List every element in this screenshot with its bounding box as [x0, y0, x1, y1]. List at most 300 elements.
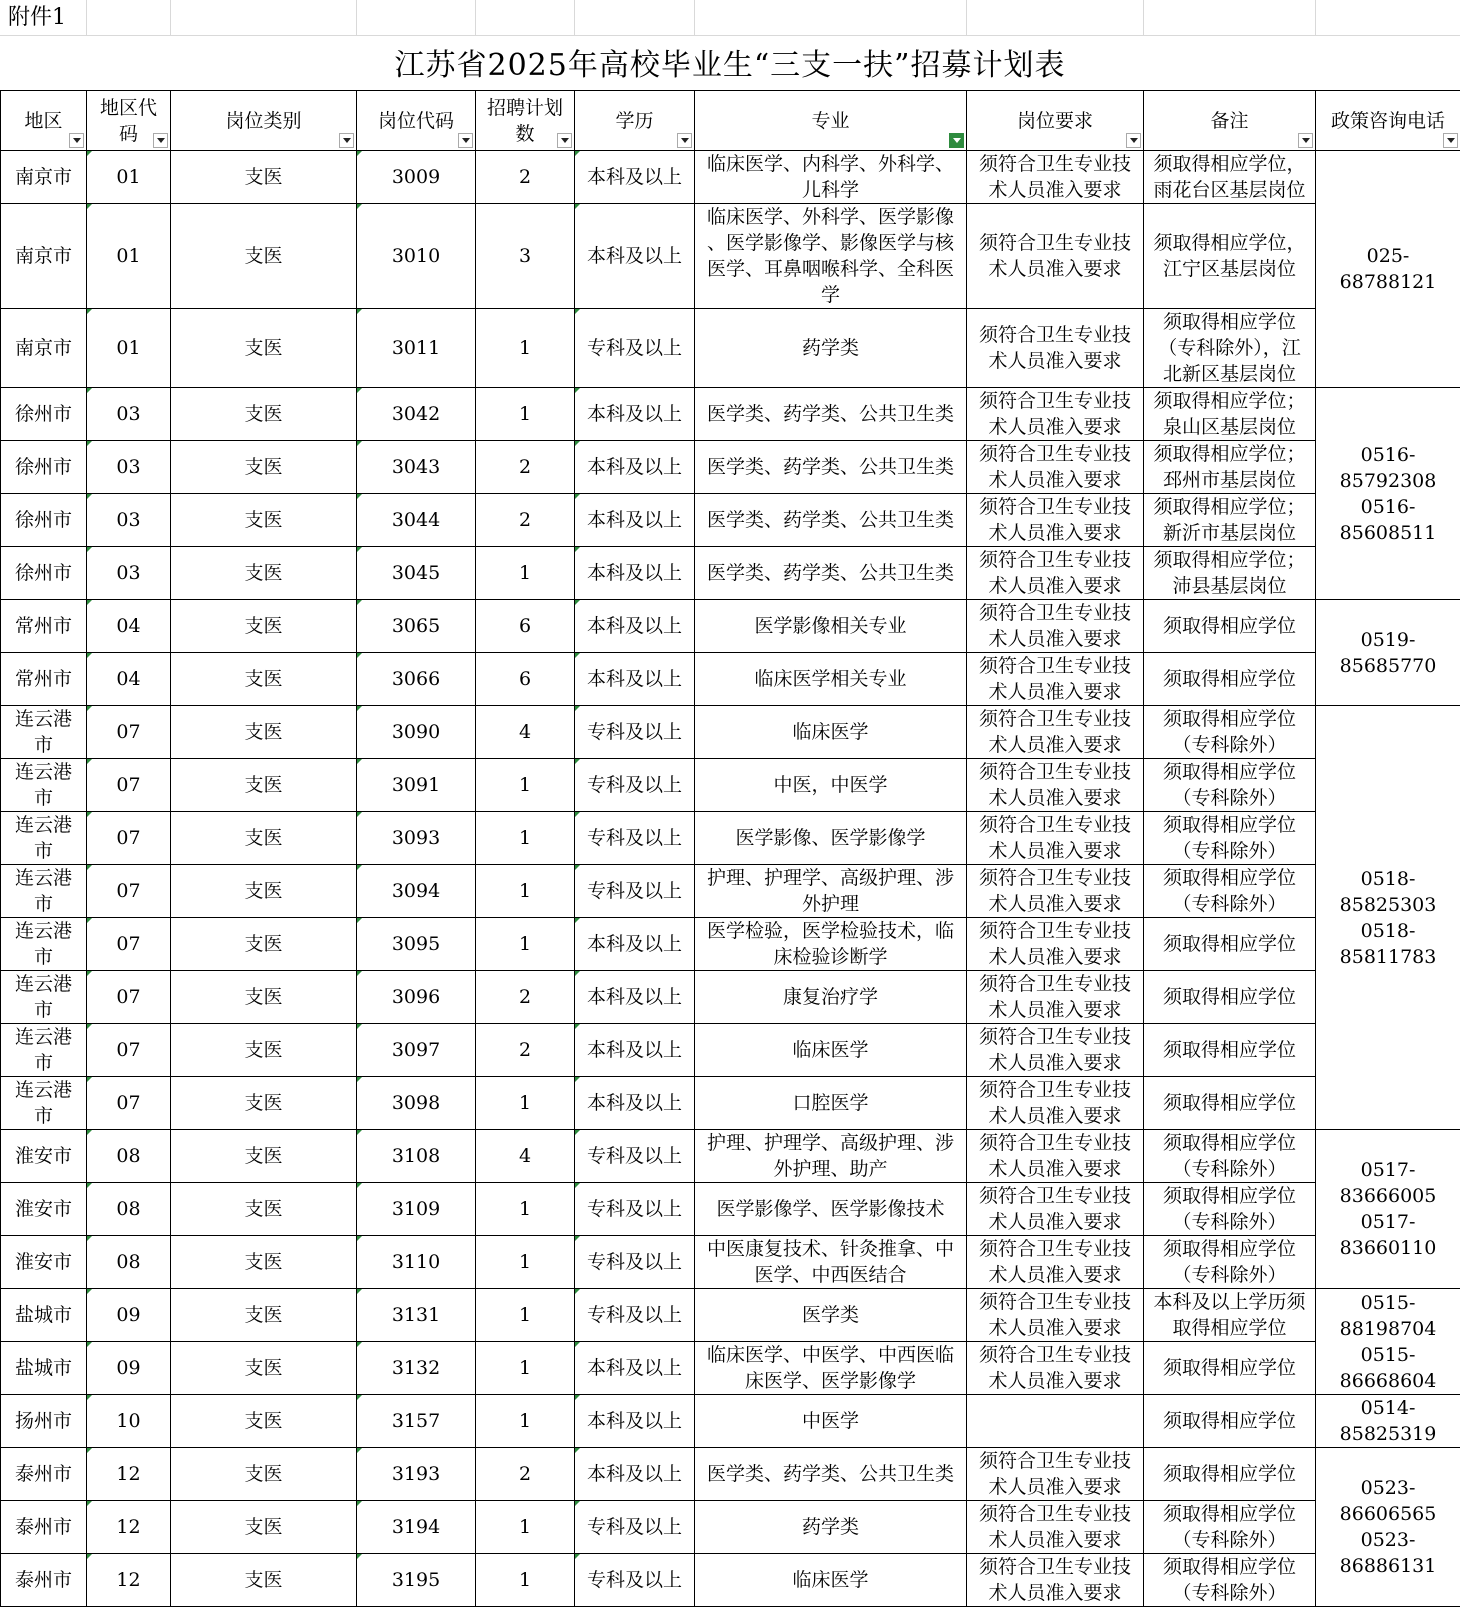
region-cell [1, 600, 87, 653]
major-cell [695, 1183, 967, 1236]
plan-count-cell [476, 494, 575, 547]
region-cell-line: 常州市 [5, 666, 82, 692]
cell-marker-icon [575, 706, 580, 711]
major-cell-line: 临床医学、内科学、外科学、 [699, 151, 962, 177]
requirement-cell-line: 须符合卫生专业技 [971, 1236, 1139, 1262]
region-cell-line: 连云港 [5, 1024, 82, 1050]
region-cell-line: 南京市 [5, 335, 82, 361]
region-cell [1, 309, 87, 388]
post-code-cell-line: 3109 [361, 1196, 471, 1222]
region-cell [1, 1501, 87, 1554]
phone-line: 0515-86668604 [1320, 1342, 1456, 1394]
post-code-cell [357, 600, 476, 653]
note-cell [1144, 600, 1316, 653]
region-cell [1, 1289, 87, 1342]
table-row [1, 971, 1460, 1024]
region-cell-line: 市 [5, 1103, 82, 1129]
post-code-cell-line: 3009 [361, 164, 471, 190]
post-code-cell [357, 1024, 476, 1077]
plan-count-cell-line: 2 [480, 164, 570, 190]
region-cell-line: 市 [5, 838, 82, 864]
note-cell-line: 雨花台区基层岗位 [1148, 177, 1311, 203]
table-row [1, 653, 1460, 706]
education-cell [575, 759, 695, 812]
major-cell [695, 1236, 967, 1289]
cell-marker-icon [87, 547, 92, 552]
plan-count-cell-line: 1 [480, 825, 570, 851]
region-cell [1, 1130, 87, 1183]
requirement-cell [967, 388, 1144, 441]
cell-marker-icon [575, 812, 580, 817]
education-cell [575, 1077, 695, 1130]
note-cell [1144, 865, 1316, 918]
education-cell [575, 653, 695, 706]
plan-count-cell [476, 1395, 575, 1448]
requirement-cell-line: 须符合卫生专业技 [971, 971, 1139, 997]
filter-dropdown-icon[interactable] [677, 133, 692, 148]
plan-count-cell [476, 706, 575, 759]
phone-line: 0518-85811783 [1320, 918, 1456, 970]
post-type-cell-line: 支医 [175, 984, 352, 1010]
note-cell-line: 江宁区基层岗位 [1148, 256, 1311, 282]
plan-count-cell [476, 1342, 575, 1395]
phone-cell [1316, 1395, 1460, 1448]
note-cell [1144, 812, 1316, 865]
plan-count-cell-line: 2 [480, 1461, 570, 1487]
major-cell [695, 971, 967, 1024]
table-row [1, 388, 1460, 441]
requirement-cell-line: 须符合卫生专业技 [971, 1077, 1139, 1103]
region-code-cell [87, 1077, 171, 1130]
note-cell-line: 沛县基层岗位 [1148, 573, 1311, 599]
cell-marker-icon [575, 151, 580, 156]
note-cell-line: 须取得相应学位 [1148, 1461, 1311, 1487]
education-cell [575, 547, 695, 600]
requirement-cell-line: 须符合卫生专业技 [971, 1130, 1139, 1156]
post-code-cell-line: 3097 [361, 1037, 471, 1063]
cell-marker-icon [87, 759, 92, 764]
cell-marker-icon [575, 971, 580, 976]
cell-marker-icon [357, 600, 362, 605]
requirement-cell [967, 1554, 1144, 1607]
region-code-cell-line: 01 [91, 164, 166, 190]
post-code-cell [357, 1395, 476, 1448]
plan-count-cell [476, 1448, 575, 1501]
plan-count-cell-line: 2 [480, 1037, 570, 1063]
requirement-cell-line: 术人员准入要求 [971, 1050, 1139, 1076]
region-cell [1, 204, 87, 309]
post-type-cell [171, 1395, 357, 1448]
column-header[interactable] [357, 91, 476, 151]
post-type-cell [171, 151, 357, 204]
education-cell-line: 专科及以上 [579, 1514, 690, 1540]
post-type-cell-line: 支医 [175, 1408, 352, 1434]
cell-marker-icon [357, 1236, 362, 1241]
requirement-cell-line: 须符合卫生专业技 [971, 600, 1139, 626]
major-cell [695, 812, 967, 865]
region-cell [1, 1077, 87, 1130]
note-cell-line: 须取得相应学位 [1148, 984, 1311, 1010]
education-cell-line: 专科及以上 [579, 825, 690, 851]
region-cell-line: 淮安市 [5, 1196, 82, 1222]
post-type-cell [171, 388, 357, 441]
plan-count-cell-line: 1 [480, 931, 570, 957]
education-cell-line: 专科及以上 [579, 1302, 690, 1328]
cell-marker-icon [357, 1289, 362, 1294]
requirement-cell-line: 术人员准入要求 [971, 1527, 1139, 1553]
note-cell-line: 须取得相应学位 [1148, 1183, 1311, 1209]
post-type-cell [171, 971, 357, 1024]
region-cell [1, 971, 87, 1024]
plan-count-cell-line: 4 [480, 1143, 570, 1169]
filter-dropdown-icon[interactable] [339, 133, 354, 148]
cell-marker-icon [87, 1289, 92, 1294]
major-cell [695, 1395, 967, 1448]
education-cell-line: 本科及以上 [579, 507, 690, 533]
region-code-cell [87, 600, 171, 653]
note-cell-line: 须取得相应学位 [1148, 931, 1311, 957]
major-cell [695, 1289, 967, 1342]
cell-marker-icon [357, 204, 362, 209]
filter-dropdown-icon[interactable] [557, 133, 572, 148]
major-cell-line: 床医学、医学影像学 [699, 1368, 962, 1394]
cell-marker-icon [87, 706, 92, 711]
region-cell-line: 市 [5, 891, 82, 917]
plan-count-cell-line: 2 [480, 454, 570, 480]
cell-marker-icon [357, 653, 362, 658]
cell-marker-icon [357, 706, 362, 711]
column-header[interactable] [967, 91, 1144, 151]
cell-marker-icon [575, 441, 580, 446]
cell-marker-icon [575, 494, 580, 499]
requirement-cell [967, 309, 1144, 388]
post-code-cell-line: 3043 [361, 454, 471, 480]
post-code-cell [357, 918, 476, 971]
major-cell [695, 204, 967, 309]
column-header[interactable] [1144, 91, 1316, 151]
education-cell-line: 本科及以上 [579, 1355, 690, 1381]
requirement-cell [967, 1077, 1144, 1130]
region-code-cell [87, 706, 171, 759]
requirement-cell [967, 151, 1144, 204]
region-cell-line: 徐州市 [5, 454, 82, 480]
note-cell [1144, 204, 1316, 309]
cell-marker-icon [575, 865, 580, 870]
post-code-cell-line: 3045 [361, 560, 471, 586]
education-cell [575, 918, 695, 971]
major-cell-line: 医学影像相关专业 [699, 613, 962, 639]
note-cell [1144, 706, 1316, 759]
major-cell [695, 1448, 967, 1501]
plan-count-cell-line: 1 [480, 1355, 570, 1381]
region-cell-line: 连云港 [5, 706, 82, 732]
table-row [1, 812, 1460, 865]
note-cell [1144, 1024, 1316, 1077]
region-code-cell [87, 653, 171, 706]
post-type-cell-line: 支医 [175, 613, 352, 639]
post-code-cell [357, 1130, 476, 1183]
post-code-cell [357, 204, 476, 309]
plan-count-cell [476, 1236, 575, 1289]
column-header-line: 学历 [579, 108, 690, 134]
requirement-cell-line: 术人员准入要求 [971, 1368, 1139, 1394]
post-code-cell [357, 653, 476, 706]
major-cell [695, 1077, 967, 1130]
requirement-cell-line: 术人员准入要求 [971, 838, 1139, 864]
phone-cell [1316, 1448, 1460, 1607]
column-header[interactable] [476, 91, 575, 151]
table-row [1, 1342, 1460, 1395]
major-cell [695, 441, 967, 494]
plan-count-cell [476, 812, 575, 865]
post-type-cell [171, 1289, 357, 1342]
plan-count-cell-line: 6 [480, 666, 570, 692]
education-cell [575, 812, 695, 865]
requirement-cell-line: 须符合卫生专业技 [971, 653, 1139, 679]
column-header[interactable] [1, 91, 87, 151]
education-cell-line: 专科及以上 [579, 1143, 690, 1169]
region-cell [1, 1395, 87, 1448]
plan-count-cell [476, 1024, 575, 1077]
education-cell-line: 本科及以上 [579, 666, 690, 692]
education-cell [575, 1236, 695, 1289]
requirement-cell-line: 术人员准入要求 [971, 177, 1139, 203]
major-cell [695, 653, 967, 706]
filter-dropdown-icon[interactable] [1298, 133, 1313, 148]
major-cell-line: 医学类、药学类、公共卫生类 [699, 401, 962, 427]
cell-marker-icon [575, 1077, 580, 1082]
post-type-cell-line: 支医 [175, 1143, 352, 1169]
requirement-cell-line: 须符合卫生专业技 [971, 1024, 1139, 1050]
note-cell-line: 须取得相应学位 [1148, 1355, 1311, 1381]
post-type-cell-line: 支医 [175, 454, 352, 480]
region-cell [1, 1554, 87, 1607]
post-code-cell [357, 865, 476, 918]
recruitment-table [0, 90, 1460, 1607]
phone-cell [1316, 388, 1460, 600]
cell-marker-icon [575, 1448, 580, 1453]
major-cell [695, 918, 967, 971]
column-header-line: 码 [91, 121, 166, 147]
note-cell-line: 本科及以上学历须 [1148, 1289, 1311, 1315]
cell-marker-icon [575, 1289, 580, 1294]
note-cell-line: 须取得相应学位 [1148, 865, 1311, 891]
filter-dropdown-icon[interactable] [1126, 133, 1141, 148]
major-cell [695, 494, 967, 547]
post-type-cell-line: 支医 [175, 931, 352, 957]
phone-line: 0517-83666005 [1320, 1157, 1456, 1209]
requirement-cell [967, 441, 1144, 494]
post-type-cell-line: 支医 [175, 1567, 352, 1593]
table-row [1, 441, 1460, 494]
column-header-line: 政策咨询电话 [1320, 108, 1456, 134]
cell-marker-icon [357, 151, 362, 156]
note-cell-line: （专科除外） [1148, 1156, 1311, 1182]
post-type-cell [171, 494, 357, 547]
requirement-cell-line: 须符合卫生专业技 [971, 1448, 1139, 1474]
region-cell-line: 泰州市 [5, 1567, 82, 1593]
post-code-cell [357, 388, 476, 441]
region-code-cell-line: 07 [91, 772, 166, 798]
plan-count-cell-line: 4 [480, 719, 570, 745]
post-code-cell [357, 151, 476, 204]
post-type-cell-line: 支医 [175, 666, 352, 692]
phone-cell [1316, 1130, 1460, 1289]
requirement-cell [967, 1448, 1144, 1501]
note-cell-line: 泉山区基层岗位 [1148, 414, 1311, 440]
region-cell-line: 市 [5, 944, 82, 970]
post-code-cell-line: 3131 [361, 1302, 471, 1328]
header-row [1, 91, 1460, 151]
cell-marker-icon [87, 600, 92, 605]
note-cell-line: 邳州市基层岗位 [1148, 467, 1311, 493]
note-cell [1144, 388, 1316, 441]
plan-count-cell [476, 1289, 575, 1342]
note-cell [1144, 441, 1316, 494]
region-code-cell [87, 1289, 171, 1342]
cell-marker-icon [357, 494, 362, 499]
education-cell-line: 专科及以上 [579, 1249, 690, 1275]
note-cell-line: 须取得相应学位 [1148, 759, 1311, 785]
post-code-cell-line: 3157 [361, 1408, 471, 1434]
post-code-cell [357, 441, 476, 494]
note-cell-line: （专科除外） [1148, 1262, 1311, 1288]
requirement-cell-line: 须符合卫生专业技 [971, 151, 1139, 177]
requirement-cell [967, 547, 1144, 600]
major-cell [695, 309, 967, 388]
table-row [1, 865, 1460, 918]
column-header[interactable] [695, 91, 967, 151]
filter-dropdown-icon[interactable] [458, 133, 473, 148]
region-code-cell-line: 07 [91, 878, 166, 904]
major-cell-line: 医学影像学、医学影像技术 [699, 1196, 962, 1222]
requirement-cell-line: 术人员准入要求 [971, 626, 1139, 652]
note-cell [1144, 1289, 1316, 1342]
post-code-cell [357, 1501, 476, 1554]
plan-count-cell-line: 1 [480, 560, 570, 586]
requirement-cell-line: 须符合卫生专业技 [971, 1342, 1139, 1368]
major-cell-line: 外护理 [699, 891, 962, 917]
column-header-line: 岗位要求 [971, 108, 1139, 134]
filter-dropdown-icon[interactable] [69, 133, 84, 148]
region-cell [1, 653, 87, 706]
education-cell-line: 本科及以上 [579, 613, 690, 639]
major-cell [695, 706, 967, 759]
note-cell-line: （专科除外） [1148, 732, 1311, 758]
plan-count-cell-line: 1 [480, 1090, 570, 1116]
region-cell-line: 连云港 [5, 1077, 82, 1103]
region-cell-line: 徐州市 [5, 560, 82, 586]
region-code-cell-line: 01 [91, 243, 166, 269]
education-cell [575, 388, 695, 441]
note-cell [1144, 1183, 1316, 1236]
region-cell [1, 865, 87, 918]
education-cell [575, 309, 695, 388]
phone-line: 0516-85608511 [1320, 494, 1456, 546]
plan-count-cell [476, 653, 575, 706]
attachment-label: 附件1 [8, 4, 66, 32]
note-cell-line: 须取得相应学位； [1148, 441, 1311, 467]
education-cell-line: 专科及以上 [579, 335, 690, 361]
requirement-cell-line: 须符合卫生专业技 [971, 547, 1139, 573]
cell-marker-icon [87, 1024, 92, 1029]
table-row [1, 547, 1460, 600]
column-header-line: 专业 [699, 108, 962, 134]
post-type-cell-line: 支医 [175, 772, 352, 798]
education-cell-line: 本科及以上 [579, 560, 690, 586]
cell-marker-icon [357, 441, 362, 446]
plan-count-cell-line: 3 [480, 243, 570, 269]
cell-marker-icon [357, 1183, 362, 1188]
major-cell-line: 临床医学 [699, 1567, 962, 1593]
plan-count-cell-line: 1 [480, 1196, 570, 1222]
filter-active-icon[interactable] [949, 133, 964, 148]
requirement-cell [967, 204, 1144, 309]
post-type-cell-line: 支医 [175, 1090, 352, 1116]
column-header[interactable] [171, 91, 357, 151]
post-code-cell-line: 3108 [361, 1143, 471, 1169]
region-code-cell-line: 12 [91, 1461, 166, 1487]
cell-marker-icon [357, 547, 362, 552]
major-cell [695, 1554, 967, 1607]
requirement-cell [967, 706, 1144, 759]
post-type-cell-line: 支医 [175, 1037, 352, 1063]
plan-count-cell [476, 1077, 575, 1130]
region-code-cell-line: 09 [91, 1302, 166, 1328]
post-code-cell-line: 3098 [361, 1090, 471, 1116]
region-cell [1, 812, 87, 865]
region-code-cell-line: 07 [91, 825, 166, 851]
cell-marker-icon [357, 309, 362, 314]
post-code-cell-line: 3096 [361, 984, 471, 1010]
cell-marker-icon [575, 1501, 580, 1506]
region-cell [1, 1342, 87, 1395]
column-header[interactable] [575, 91, 695, 151]
region-code-cell-line: 03 [91, 507, 166, 533]
requirement-cell-line: 须符合卫生专业技 [971, 1501, 1139, 1527]
cell-marker-icon [357, 812, 362, 817]
plan-count-cell [476, 204, 575, 309]
region-cell [1, 706, 87, 759]
note-cell-line: 须取得相应学位 [1148, 1130, 1311, 1156]
requirement-cell [967, 653, 1144, 706]
major-cell-line: 临床医学、中医学、中西医临 [699, 1342, 962, 1368]
column-header[interactable] [1316, 91, 1460, 151]
note-cell-line: 须取得相应学位 [1148, 812, 1311, 838]
cell-marker-icon [357, 971, 362, 976]
education-cell [575, 865, 695, 918]
note-cell [1144, 1395, 1316, 1448]
education-cell [575, 494, 695, 547]
plan-count-cell [476, 918, 575, 971]
post-type-cell [171, 441, 357, 494]
region-code-cell [87, 918, 171, 971]
region-cell [1, 151, 87, 204]
requirement-cell-line: 须符合卫生专业技 [971, 1183, 1139, 1209]
filter-dropdown-icon[interactable] [1443, 133, 1458, 148]
filter-dropdown-icon[interactable] [153, 133, 168, 148]
education-cell-line: 专科及以上 [579, 1196, 690, 1222]
major-cell [695, 759, 967, 812]
column-header-line: 岗位代码 [361, 108, 471, 134]
note-cell-line: 须取得相应学位 [1148, 1408, 1311, 1434]
region-code-cell-line: 12 [91, 1567, 166, 1593]
table-row [1, 494, 1460, 547]
post-code-cell-line: 3091 [361, 772, 471, 798]
note-cell-line: （专科除外） [1148, 1580, 1311, 1606]
post-code-cell-line: 3090 [361, 719, 471, 745]
column-header[interactable] [87, 91, 171, 151]
